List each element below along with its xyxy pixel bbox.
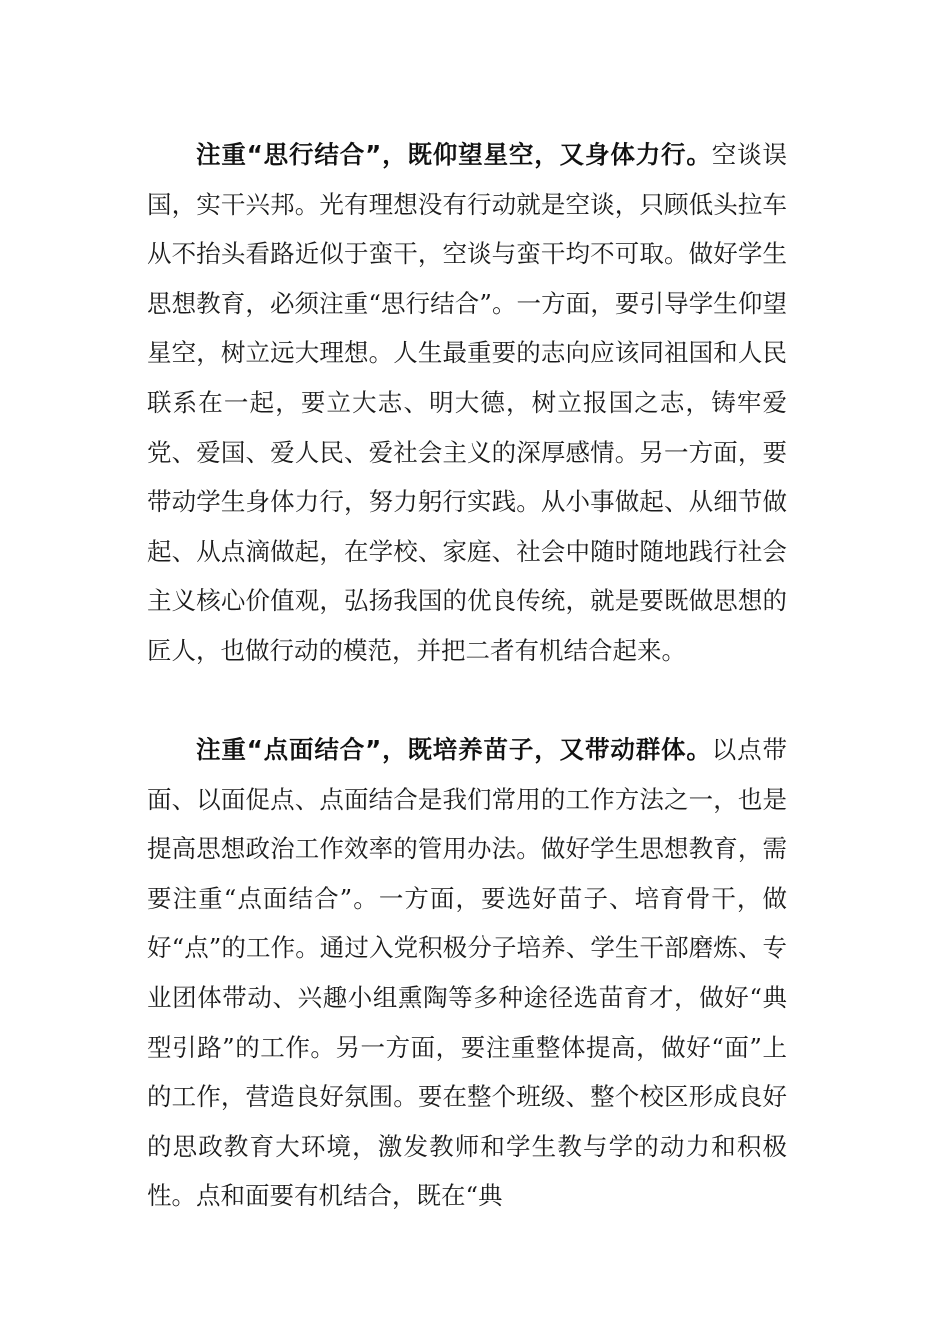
paragraph-body: 空谈误国，实干兴邦。光有理想没有行动就是空谈，只顾低头拉车从不抬头看路近似于蛮干，空谈与蛮干均不可取。做好学生思想教育，必须注重“思行结合”。一方面，要引导学生仰望星空，树立远大理想。人生最重要的志向应该同祖国和人民联系在一起，要立大志、明大德，树立报国之志，铸牢爱党、爱国、爱人民、爱社会主义的深厚感情。另一方面，要带动学生身体力行，努力躬行实践。从小事做起、从细节做起、从点滴做起，在学校、家庭、社会中随时随地践行社会主义核心价值观，弘扬我国的优良传统，就是要既做思想的匠人，也做行动的模范，并把二者有机结合起来。 <box>147 140 788 665</box>
paragraph-point-area <box>147 725 787 1221</box>
paragraph-body: 以点带面、以面促点、点面结合是我们常用的工作方法之一，也是提高思想政治工作效率的管用办法。做好学生思想教育，需要注重“点面结合”。一方面，要选好苗子、培育骨干，做好“点”的工作。通过入党积极分子培养、学生干部磨炼、专业团体带动、兴趣小组熏陶等多种途径选苗育才，做好“典型引路”的工作。另一方面，要注重整体提高，做好“面”上的工作，营造良好氛围。要在整个班级、整个校区形成良好的思政教育大环境，激发教师和学生教与学的动力和积极性。点和面要有机结合，既在“典 <box>147 735 788 1211</box>
paragraph-thinking-action <box>147 130 787 676</box>
paragraph-heading: 注重“思行结合”，既仰望星空，又身体力行。 <box>196 140 712 169</box>
paragraph-heading: 注重“点面结合”，既培养苗子，又带动群体。 <box>196 735 712 764</box>
paragraph-text <box>147 130 787 676</box>
paragraph-text <box>147 725 787 1221</box>
